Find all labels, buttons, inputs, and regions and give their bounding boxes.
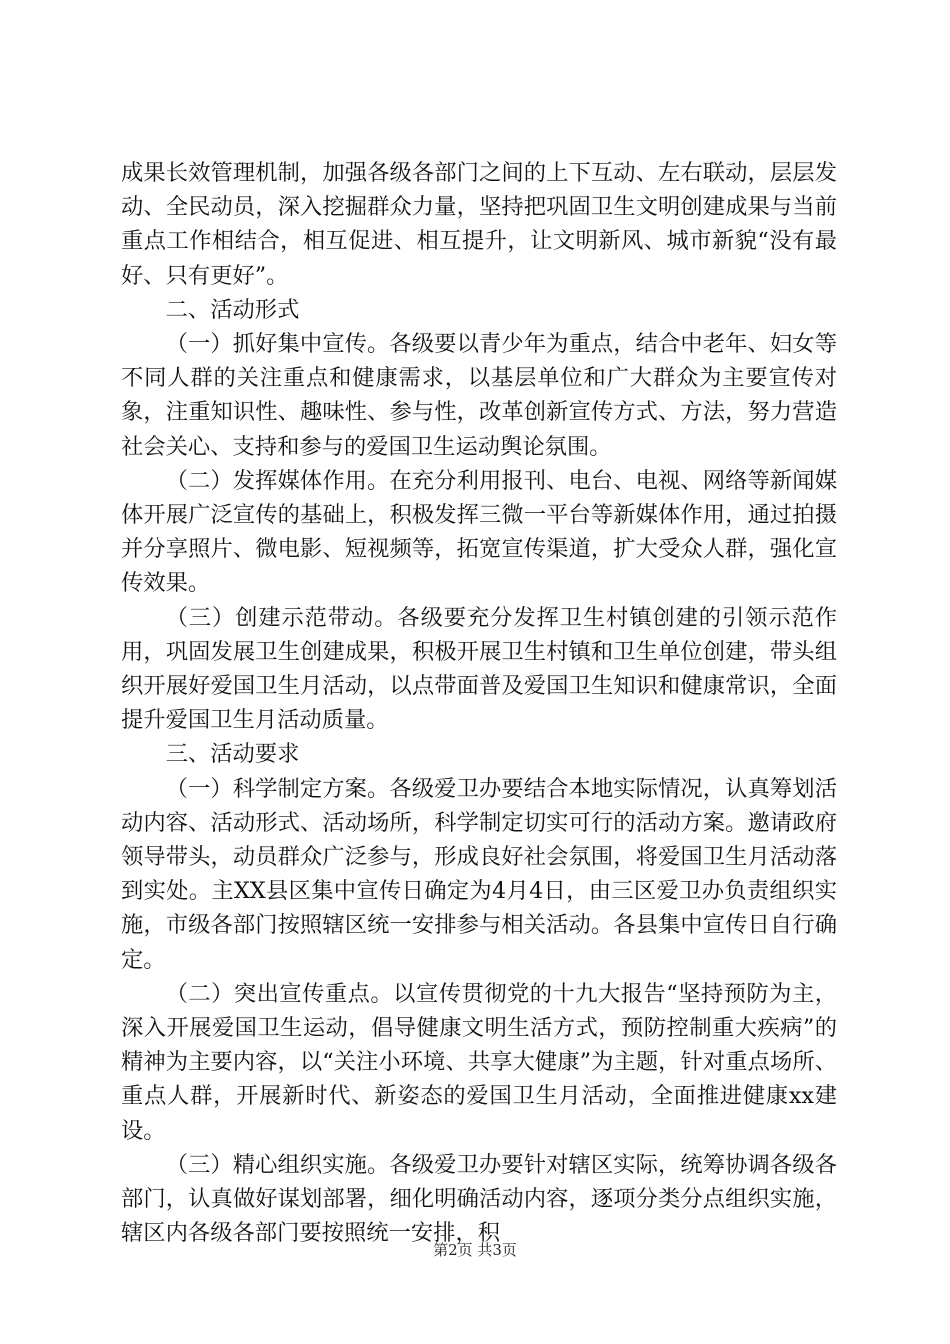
paragraph: （二）发挥媒体作用。在充分利用报刊、电台、电视、网络等新闻媒体开展广泛宣传的基础上，积极发挥三微一平台等新媒体作用，通过拍摄并分享照片、微电影、短视频等，拓宽宣传渠道，扩大受众人群，强化宣传效果。 [121, 467, 837, 597]
paragraph: （三）创建示范带动。各级要充分发挥卫生村镇创建的引领示范作用，巩固发展卫生创建成果，积极开展卫生村镇和卫生单位创建，带头组织开展好爱国卫生月活动，以点带面普及爱国卫生知识和健康常识，全面提升爱国卫生月活动质量。 [121, 604, 837, 734]
page-footer [0, 1239, 950, 1260]
paragraph: （二）突出宣传重点。以宣传贯彻党的十九大报告“坚持预防为主，深入开展爱国卫生运动，倡导健康文明生活方式，预防控制重大疾病”的精神为主要内容，以“关注小环境、共享大健康”为主题，针对重点场所、重点人群，开展新时代、新姿态的爱国卫生月活动，全面推进健康xx建设。 [121, 980, 837, 1144]
page-number: 第2页 共3页 [433, 1241, 517, 1259]
section-heading: 二、活动形式 [165, 296, 300, 323]
paragraph: （三）精心组织实施。各级爱卫办要针对辖区实际，统筹协调各级各部门，认真做好谋划部署，细化明确活动内容，逐项分类分点组织实施，辖区内各级各部门要按照统一安排，积 [121, 1151, 837, 1247]
document-body [121, 156, 837, 1251]
paragraph: （一）抓好集中宣传。各级要以青少年为重点，结合中老年、妇女等不同人群的关注重点和健康需求，以基层单位和广大群众为主要宣传对象，注重知识性、趣味性、参与性，改革创新宣传方式、方法，努力营造社会关心、支持和参与的爱国卫生运动舆论氛围。 [121, 331, 837, 460]
paragraph: 成果长效管理机制，加强各级各部门之间的上下互动、左右联动，层层发动、全民动员，深入挖掘群众力量，坚持把巩固卫生文明创建成果与当前重点工作相结合，相互促进、相互提升，让文明新风、城市新貌“没有最好、只有更好”。 [121, 160, 837, 289]
paragraph: （一）科学制定方案。各级爱卫办要结合本地实际情况，认真筹划活动内容、活动形式、活动场所，科学制定切实可行的活动方案。邀请政府领导带头，动员群众广泛参与，形成良好社会氛围，将爱国卫生月活动落到实处。主XX县区集中宣传日确定为4月4日，由三区爱卫办负责组织实施，市级各部门按照辖区统一安排参与相关活动。各县集中宣传日自行确定。 [121, 775, 837, 973]
section-heading: 三、活动要求 [165, 741, 300, 768]
